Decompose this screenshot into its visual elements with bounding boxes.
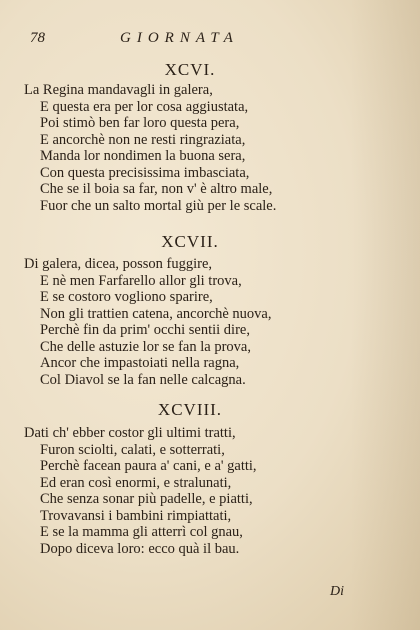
verse-line: Con questa precisissima imbasciata, bbox=[40, 164, 250, 181]
verse-line: E nè men Farfarello allor gli trova, bbox=[40, 272, 242, 289]
verse-line: Che se il boia sa far, non v' è altro male, bbox=[40, 181, 273, 197]
verse-line: Ancor che impastoiati nella ragna, bbox=[40, 355, 240, 371]
verse-line: E se costoro vogliono sparire, bbox=[40, 289, 213, 305]
catchword: Di bbox=[330, 584, 344, 599]
verse-line: Di galera, dicea, posson fuggire, bbox=[24, 256, 213, 272]
verse-line: Perchè facean paura a' cani, e a' gatti, bbox=[40, 458, 257, 474]
verse-line: Manda lor nondimen la buona sera, bbox=[40, 148, 246, 164]
verse-line: La Regina mandavagli in galera, bbox=[24, 82, 213, 98]
stanza-96 bbox=[24, 82, 374, 214]
verse-line: Dati ch' ebber costor gli ultimi tratti, bbox=[24, 425, 236, 441]
stanza-97 bbox=[24, 256, 374, 388]
verse-line: Furon sciolti, calati, e sotterrati, bbox=[40, 441, 225, 458]
verse-line: E questa era per lor cosa aggiustata, bbox=[40, 98, 249, 115]
stanza-number-97: XCVII. bbox=[161, 232, 219, 251]
stanza-number-96: XCVI. bbox=[164, 60, 216, 79]
verse-line: Perchè fin da prim' occhi sentii dire, bbox=[40, 322, 250, 338]
stanza-98 bbox=[24, 425, 374, 557]
verse-line: Non gli trattien catena, ancorchè nuova, bbox=[40, 305, 272, 322]
page-number: 78 bbox=[30, 30, 45, 46]
verse-line: E ancorchè non ne resti ringraziata, bbox=[40, 131, 246, 148]
verse-line: Fuor che un salto mortal giù per le scale. bbox=[40, 197, 277, 214]
verse-line: Col Diavol se la fan nelle calcagna. bbox=[40, 371, 246, 388]
running-title: GIORNATA bbox=[120, 30, 239, 46]
verse-line: Che senza sonar più padelle, e piatti, bbox=[40, 491, 253, 507]
verse-line: Ed eran così enormi, e stralunati, bbox=[40, 474, 232, 491]
verse-line: E se la mamma gli atterrì col gnau, bbox=[40, 524, 243, 540]
verse-line: Poi stimò ben far loro questa pera, bbox=[40, 115, 240, 131]
verse-line: Dopo diceva loro: ecco quà il bau. bbox=[40, 540, 240, 557]
stanza-number-98: XCVIII. bbox=[157, 400, 223, 419]
verse-line: Trovavansi i bambini rimpiattati, bbox=[40, 507, 232, 524]
page-header bbox=[30, 30, 370, 50]
verse-line: Che delle astuzie lor se fan la prova, bbox=[40, 338, 251, 355]
